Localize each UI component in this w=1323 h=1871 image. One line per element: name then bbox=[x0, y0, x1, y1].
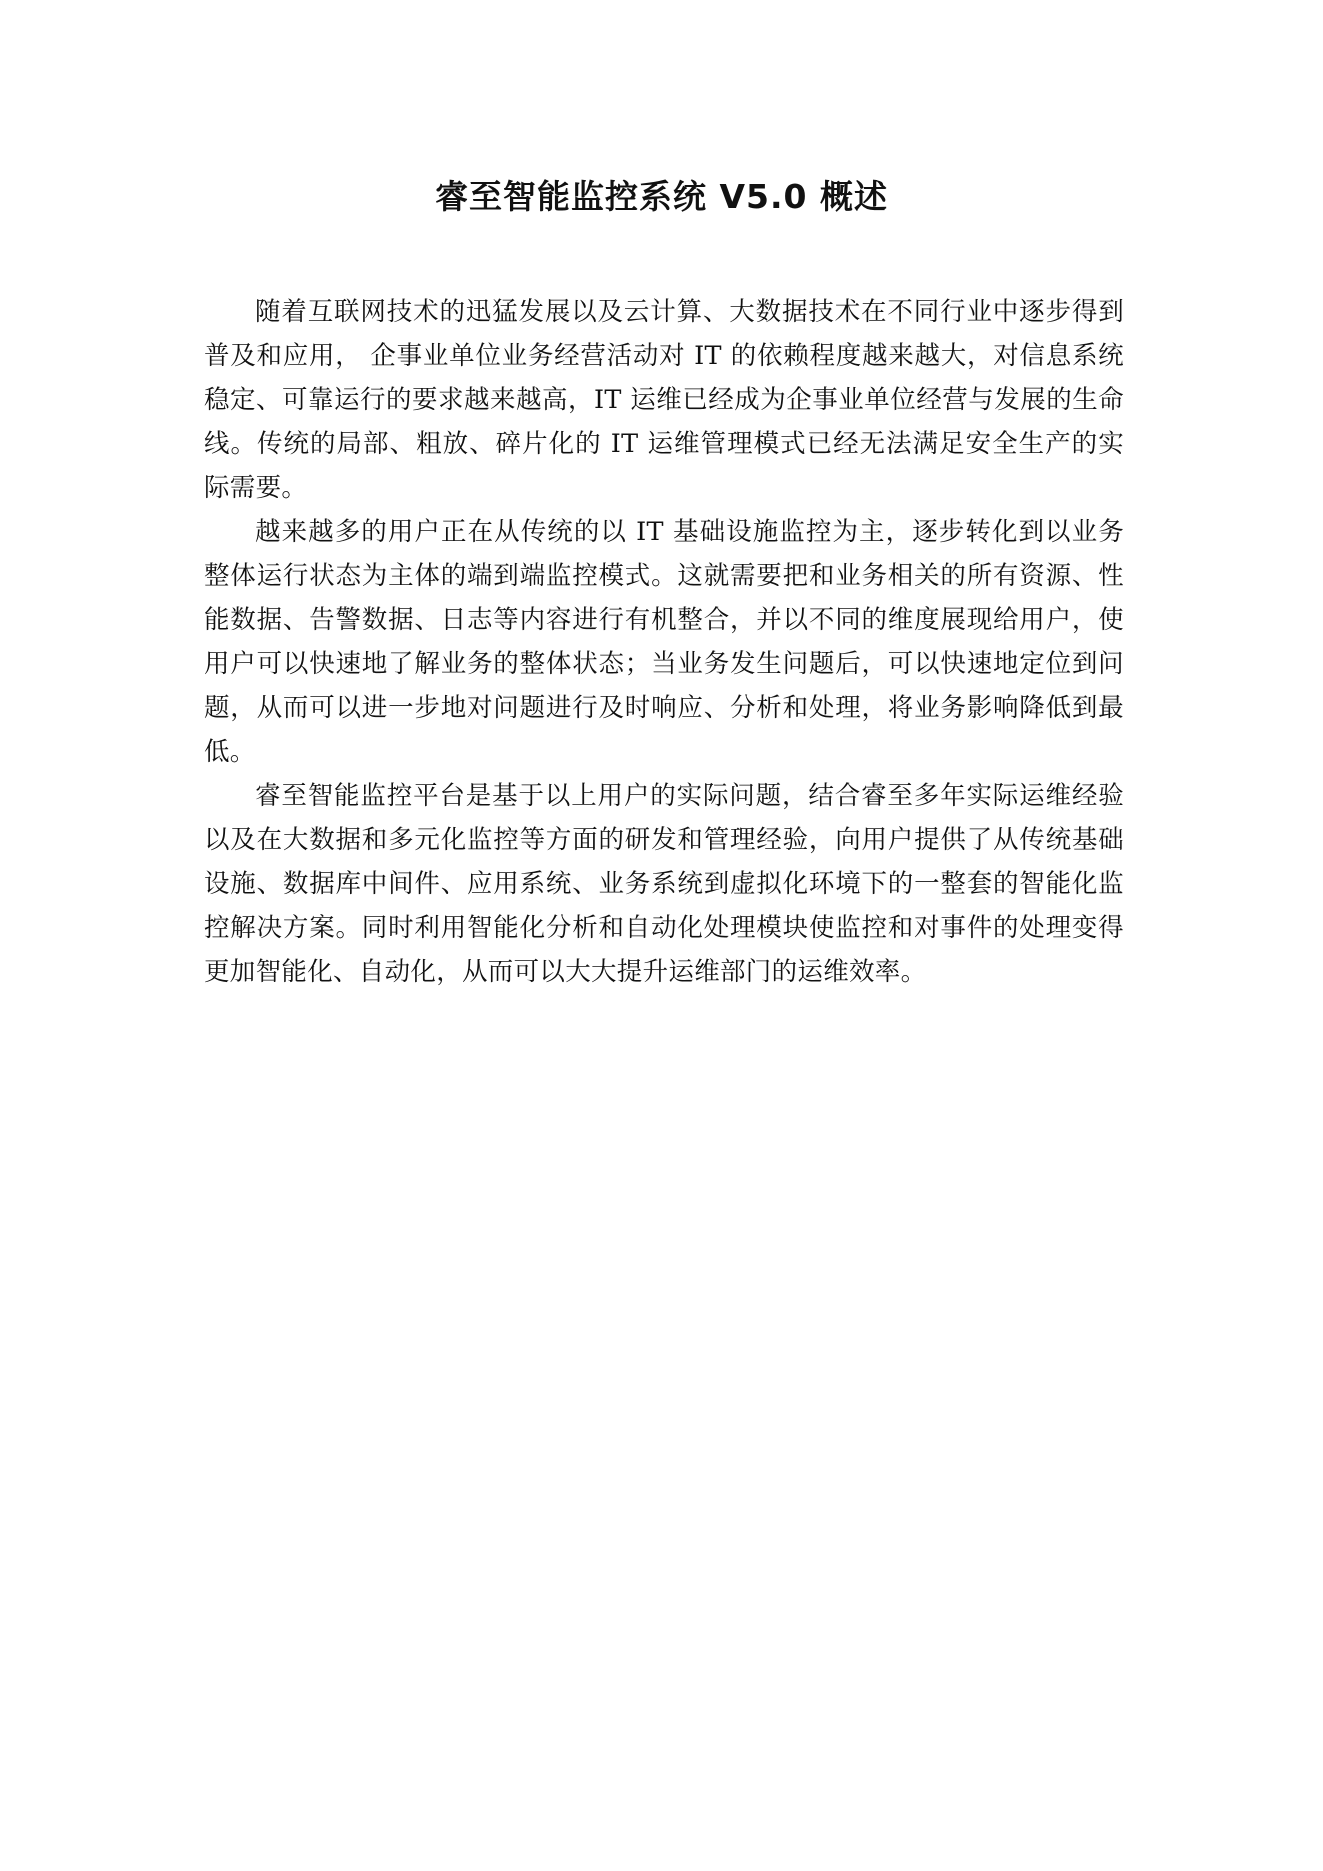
document-title: 睿至智能监控系统 V5.0 概述 bbox=[435, 177, 888, 216]
paragraph-3: 睿至智能监控平台是基于以上用户的实际问题，结合睿至多年实际运维经验以及在大数据和多元化监控等方面的研发和管理经验，向用户提供了从传统基础设施、数据库中间件、应用系统、业务系统到虚拟化环境下的一整套的智能化监控解决方案。同时利用智能化分析和自动化处理模块使监控和对事件的处理变得更加智能化、自动化，从而可以大大提升运维部门的运维效率。 bbox=[204, 781, 1124, 987]
document-body bbox=[204, 290, 1124, 994]
paragraph-1: 随着互联网技术的迅猛发展以及云计算、大数据技术在不同行业中逐步得到普及和应用， 企事业单位业务经营活动对 IT 的依赖程度越来越大，对信息系统稳定、可靠运行的要求越来越高，IT 运维已经成为企事业单位经营与发展的生命线。传统的局部、粗放、碎片化的 IT 运维管理模式已经无法满足安全生产的实际需要。 bbox=[204, 297, 1124, 503]
paragraph-2: 越来越多的用户正在从传统的以 IT 基础设施监控为主，逐步转化到以业务整体运行状态为主体的端到端监控模式。这就需要把和业务相关的所有资源、性能数据、告警数据、日志等内容进行有机整合，并以不同的维度展现给用户，使用户可以快速地了解业务的整体状态；当业务发生问题后，可以快速地定位到问题，从而可以进一步地对问题进行及时响应、分析和处理，将业务影响降低到最低。 bbox=[204, 517, 1124, 767]
